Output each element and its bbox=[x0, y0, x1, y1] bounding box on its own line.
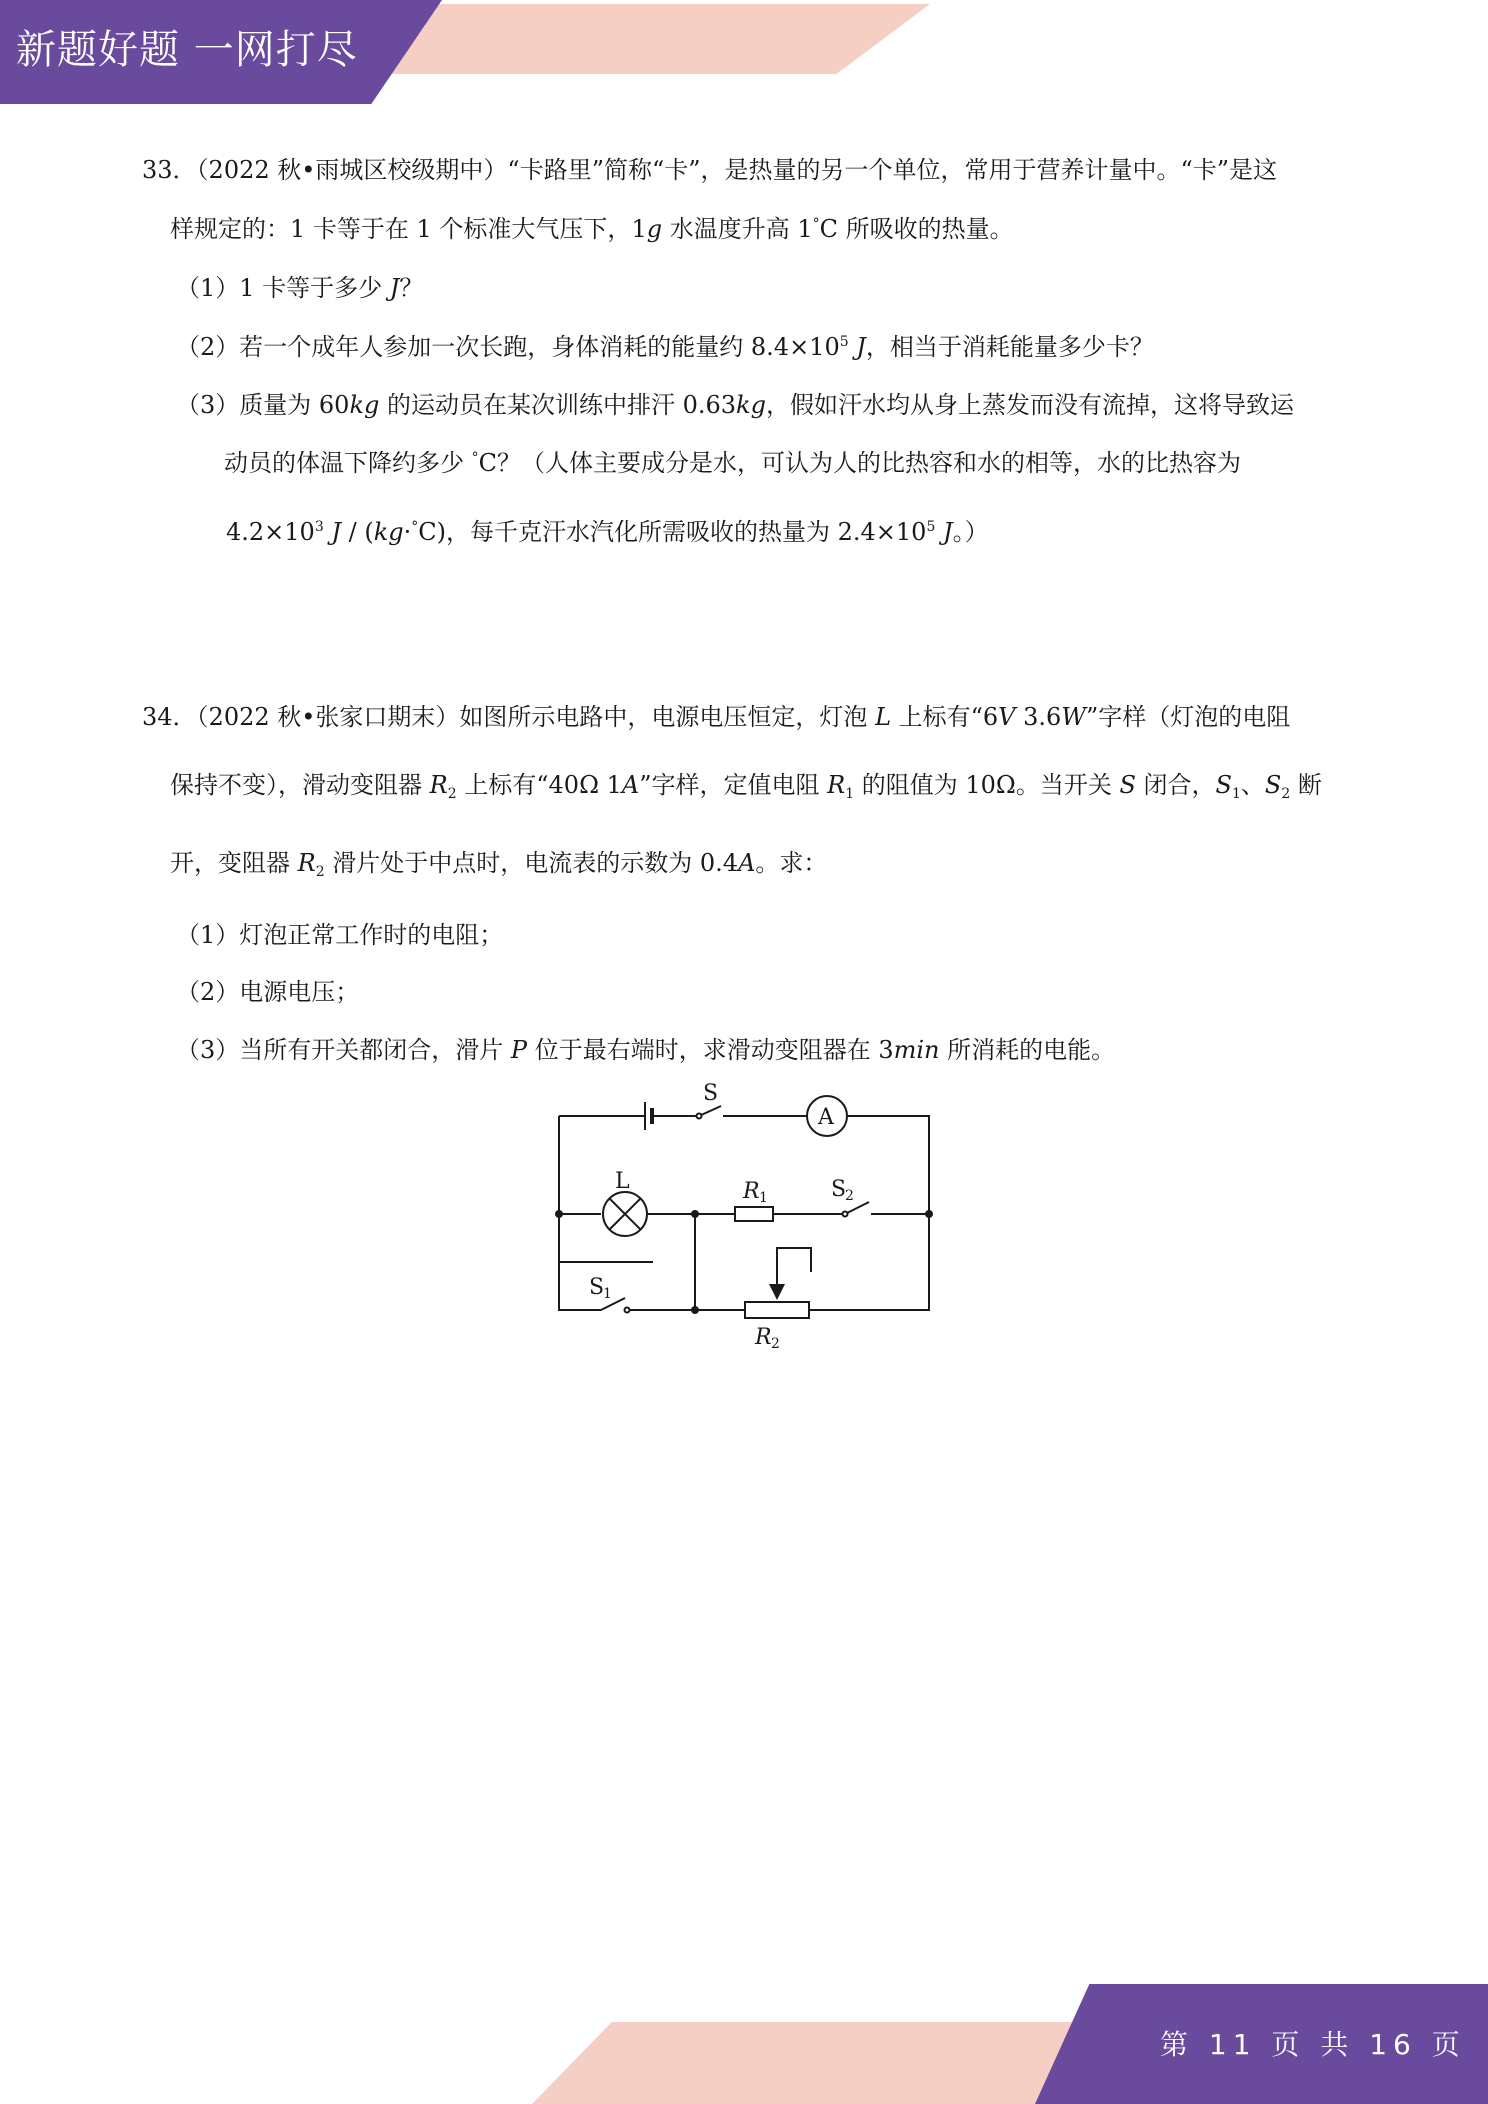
label-switch-s: S bbox=[703, 1081, 719, 1106]
q34-part-1: （1）灯泡正常工作时的电阻； bbox=[176, 921, 504, 949]
switch-s2-contact bbox=[843, 1212, 848, 1217]
q33-part-text: 动员的体温下降约多少 bbox=[224, 449, 472, 477]
unit-j: J bbox=[331, 518, 342, 546]
q33-part-1 bbox=[176, 271, 423, 305]
q34-line-3 bbox=[170, 846, 827, 880]
q34-part-text: 所消耗的电能。 bbox=[939, 1036, 1116, 1064]
q34-part-2: （2）电源电压； bbox=[176, 978, 360, 1006]
unit-v: V bbox=[998, 703, 1016, 731]
q33-part-3-line-2 bbox=[224, 446, 1241, 480]
q33-line-2 bbox=[170, 212, 1014, 246]
exponent: 3 bbox=[314, 519, 324, 535]
q33-part-text: ？ bbox=[399, 274, 424, 302]
q33-part-2 bbox=[176, 330, 1154, 364]
q33-part-3-line-3 bbox=[226, 515, 989, 549]
wire-top-right bbox=[847, 1116, 929, 1262]
q33-part-text: / ( bbox=[341, 518, 374, 546]
degree-symbol: ° bbox=[471, 450, 479, 466]
q34-stem-text: 闭合， bbox=[1135, 771, 1216, 799]
symbol-r: R bbox=[429, 771, 448, 799]
q33-unit-g: g bbox=[646, 215, 663, 243]
unit-a: A bbox=[621, 771, 640, 799]
q34-stem-text: 开，变阻器 bbox=[170, 849, 298, 877]
subscript: 1 bbox=[845, 786, 855, 802]
unit-kg: kg bbox=[736, 391, 766, 419]
subscript: 1 bbox=[1232, 786, 1241, 802]
header-title: 新题好题 一网打尽 bbox=[16, 27, 358, 73]
q33-part-text: · bbox=[403, 518, 412, 546]
unit-kg: kg bbox=[373, 518, 404, 546]
rheostat-slider-arrow bbox=[769, 1284, 785, 1300]
switch-s-contact bbox=[697, 1114, 702, 1119]
q33-stem-text: C 所吸收的热量。 bbox=[819, 215, 1014, 243]
wire-bottom-right bbox=[809, 1214, 929, 1310]
q34-stem-text: ”字样（灯泡的电阻 bbox=[1085, 703, 1291, 731]
q33-part-text: 8.4×10 bbox=[750, 333, 840, 361]
switch-s1-contact bbox=[625, 1308, 630, 1313]
q34-stem-text: 断 bbox=[1290, 771, 1322, 799]
q33-part-text: 的运动员在某次训练中排汗 0.63 bbox=[379, 391, 737, 419]
label-lamp: L bbox=[615, 1169, 630, 1194]
circuit-diagram bbox=[555, 1072, 935, 1358]
wire-left bbox=[559, 1116, 653, 1262]
q33-number: 33． bbox=[142, 156, 197, 184]
q34-part-text: （3）当所有开关都闭合，滑片 bbox=[176, 1036, 511, 1064]
subscript: 2 bbox=[1281, 786, 1291, 802]
q33-stem-text: 1 bbox=[631, 215, 647, 243]
unit-j: J bbox=[943, 518, 953, 546]
q33-part-text: （1）1 卡等于多少 bbox=[176, 274, 390, 302]
q34-stem-text: 滑片处于中点时，电流表的示数为 0.4 bbox=[324, 849, 739, 877]
q33-line-1 bbox=[142, 153, 1277, 187]
switch-s-blade bbox=[699, 1106, 721, 1116]
degree-symbol: ° bbox=[812, 216, 820, 232]
q34-source: （2022 秋•张家口期末） bbox=[196, 703, 460, 731]
label-ammeter: A bbox=[818, 1105, 834, 1130]
exponent: 5 bbox=[926, 519, 936, 535]
q34-line-2 bbox=[170, 768, 1322, 802]
q34-part-text: 位于最右端时，求滑动变阻器在 3 bbox=[527, 1036, 894, 1064]
q33-part-text: C？（人体主要成分是水，可认为人的比热容和水的相等，水的比热容为 bbox=[478, 449, 1242, 477]
symbol-s: S bbox=[1215, 771, 1232, 799]
q34-stem-text: 。求： bbox=[755, 849, 828, 877]
q33-stem-text: 水温度升高 bbox=[662, 215, 798, 243]
junction-dot bbox=[925, 1210, 933, 1218]
q33-part-text: （2）若一个成年人参加一次长跑，身体消耗的能量约 bbox=[176, 333, 751, 361]
header-accent-band bbox=[380, 4, 930, 74]
label-r1: R bbox=[743, 1179, 760, 1204]
unit-j: J bbox=[856, 333, 866, 361]
q33-part-3-line-1 bbox=[176, 388, 1294, 422]
page-number: 第 11 页 共 16 页 bbox=[1160, 2028, 1466, 2061]
symbol-r: R bbox=[297, 849, 316, 877]
unit-j: J bbox=[389, 274, 400, 302]
degree-symbol: ° bbox=[411, 519, 419, 535]
symbol-s: S bbox=[1119, 771, 1136, 799]
label-switch-s1-sub: 1 bbox=[603, 1286, 612, 1302]
resistor-r1 bbox=[735, 1207, 773, 1221]
q33-stem-text: 1 bbox=[797, 215, 813, 243]
symbol-l: L bbox=[875, 703, 891, 731]
q34-part-3 bbox=[176, 1033, 1115, 1067]
q33-part-text: ，假如汗水均从身上蒸发而没有流掉，这将导致运 bbox=[765, 391, 1294, 419]
junction-dot bbox=[691, 1306, 699, 1314]
unit-a: A bbox=[738, 849, 756, 877]
exponent: 5 bbox=[839, 334, 849, 350]
q34-stem-text: 3.6 bbox=[1015, 703, 1062, 731]
q33-stem: “卡路里”简称“卡”，是热量的另一个单位，常用于营养计量中。“卡”是这 bbox=[507, 156, 1278, 184]
q34-stem-text: ”字样，定值电阻 bbox=[639, 771, 828, 799]
q34-line-1 bbox=[142, 700, 1290, 734]
label-switch-s2: S bbox=[831, 1177, 847, 1202]
q33-part-text: （3）质量为 60 bbox=[176, 391, 350, 419]
footer-accent-band bbox=[532, 2022, 1102, 2104]
q34-stem-text: 上标有“6 bbox=[891, 703, 999, 731]
label-switch-s2-sub: 2 bbox=[845, 1188, 854, 1204]
q33-part-text: 。） bbox=[952, 518, 989, 546]
rheostat-slider-wire bbox=[777, 1248, 811, 1284]
symbol-s: S bbox=[1264, 771, 1282, 799]
q33-part-text: 4.2×10 bbox=[226, 518, 315, 546]
unit-min: min bbox=[893, 1036, 940, 1064]
junction-dot bbox=[691, 1210, 699, 1218]
subscript: 2 bbox=[447, 786, 457, 802]
unit-kg: kg bbox=[349, 391, 380, 419]
unit-w: W bbox=[1061, 703, 1086, 731]
q33-part-text: ，相当于消耗能量多少卡？ bbox=[865, 333, 1154, 361]
symbol-p: P bbox=[510, 1036, 528, 1064]
label-switch-s1: S bbox=[589, 1275, 605, 1300]
q33-stem-text: 样规定的：1 卡等于在 1 个标准大气压下， bbox=[170, 215, 632, 243]
rheostat-r2 bbox=[745, 1302, 809, 1318]
q34-stem-text: 、 bbox=[1240, 771, 1265, 799]
q34-number: 34． bbox=[142, 703, 197, 731]
q34-stem-text: 保持不变），滑动变阻器 bbox=[170, 771, 430, 799]
q34-stem-text: 的阻值为 10Ω。当开关 bbox=[854, 771, 1120, 799]
subscript: 2 bbox=[315, 864, 325, 880]
q34-stem-text: 如图所示电路中，电源电压恒定，灯泡 bbox=[459, 703, 876, 731]
junction-dot bbox=[555, 1210, 563, 1218]
symbol-r: R bbox=[827, 771, 846, 799]
q33-part-text: C)，每千克汗水汽化所需吸收的热量为 2.4×10 bbox=[418, 518, 927, 546]
q34-stem-text: 上标有“40Ω 1 bbox=[456, 771, 622, 799]
q33-source: （2022 秋•雨城区校级期中） bbox=[196, 156, 508, 184]
label-r2: R bbox=[755, 1325, 772, 1350]
label-r1-sub: 1 bbox=[759, 1190, 768, 1206]
label-r2-sub: 2 bbox=[771, 1336, 780, 1352]
